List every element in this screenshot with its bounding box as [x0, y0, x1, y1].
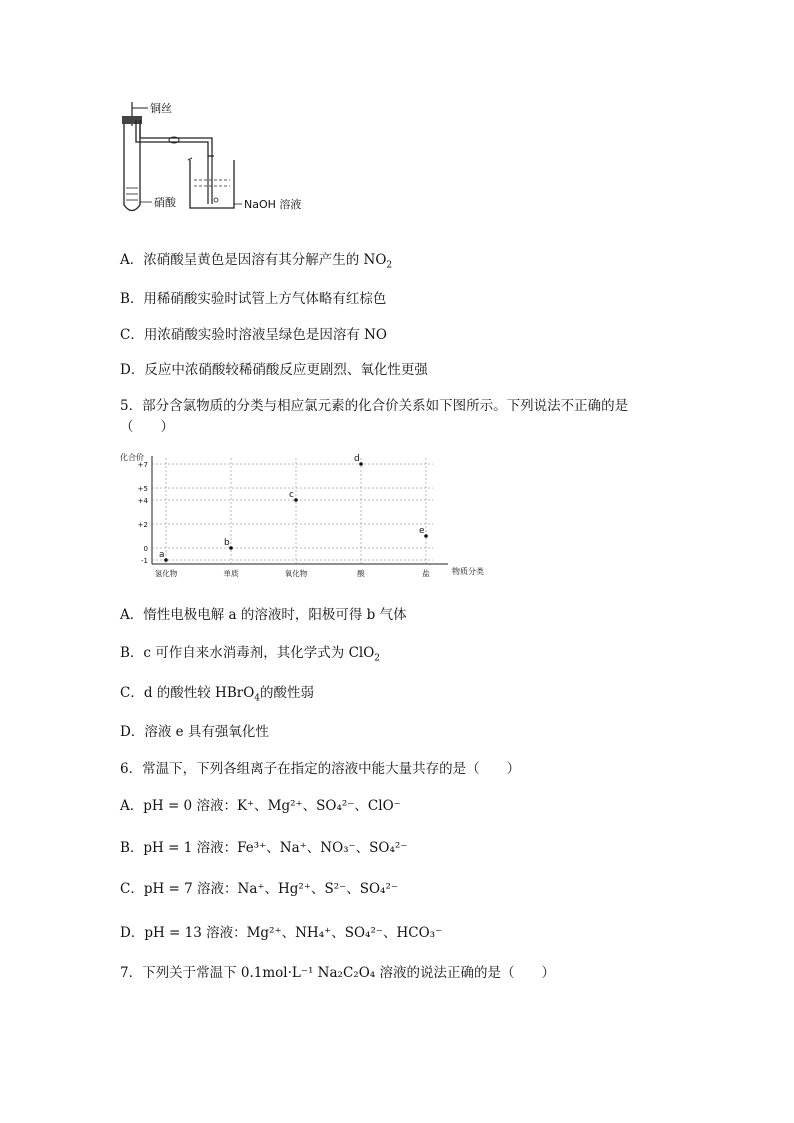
q6-option-c: C．pH = 7 溶液：Na⁺、Hg²⁺、S²⁻、SO₄²⁻: [120, 881, 399, 897]
data-point-a: [164, 558, 168, 562]
x-axis-label: 物质分类: [452, 567, 484, 576]
q6-option-a: A．pH = 0 溶液：K⁺、Mg²⁺、SO₄²⁻、ClO⁻: [120, 798, 401, 814]
point-label-b: b: [224, 538, 230, 548]
q5-option-c: C．d 的酸性较 HBrO$_4$的酸性弱: [120, 685, 315, 704]
y-tick-label: -1: [141, 557, 148, 565]
category-label: 单质: [223, 569, 239, 578]
point-label-c: c: [289, 490, 294, 500]
category-label: 酸: [357, 569, 365, 578]
label-copper-wire: 铜丝: [150, 102, 172, 115]
category-label: 盐: [422, 569, 430, 578]
q5-paren: （ ）: [120, 419, 174, 435]
y-tick-label: +4: [137, 497, 148, 505]
q6-option-d: D．pH = 13 溶液：Mg²⁺、NH₄⁺、SO₄²⁻、HCO₃⁻: [120, 925, 443, 941]
q4-option-d: D．反应中浓硝酸较稀硝酸反应更剧烈、氧化性更强: [120, 362, 428, 378]
point-label-d: d: [354, 454, 360, 464]
data-point-d: [359, 462, 363, 466]
data-point-e: [424, 534, 428, 538]
y-tick-label: +2: [137, 521, 148, 529]
q4-option-a: A．浓硝酸呈黄色是因溶有其分解产生的 $NO_2$: [120, 252, 393, 271]
q4-option-c: C．用浓硝酸实验时溶液呈绿色是因溶有 NO: [120, 327, 388, 343]
point-label-a: a: [159, 550, 165, 560]
label-nitric-acid: 硝酸: [154, 196, 176, 209]
point-label-e: e: [419, 526, 425, 536]
category-label: 氢化物: [154, 569, 178, 578]
data-point-b: [229, 546, 233, 550]
q4-option-b: B．用稀硝酸实验时试管上方气体略有红棕色: [120, 291, 387, 307]
apparatus-figure: [118, 100, 318, 220]
y-tick-label: 0: [143, 545, 148, 553]
chlorine-valence-chart: [118, 452, 498, 580]
y-tick-label: +5: [137, 485, 148, 493]
y-tick-label: +7: [137, 461, 148, 469]
category-label: 氧化物: [284, 569, 308, 578]
q5-option-a: A．惰性电极电解 a 的溶液时，阳极可得 b 气体: [120, 607, 407, 623]
q5-option-d: D．溶液 e 具有强氧化性: [120, 724, 269, 740]
q7-stem: 7．下列关于常温下 0.1mol·L⁻¹ Na₂C₂O₄ 溶液的说法正确的是（ ）: [120, 965, 555, 981]
label-naoh-solution: NaOH 溶液: [244, 198, 302, 211]
q6-option-b: B．pH = 1 溶液：Fe³⁺、Na⁺、NO₃⁻、SO₄²⁻: [120, 840, 408, 856]
y-axis-label: 化合价: [120, 453, 144, 462]
q6-stem: 6．常温下，下列各组离子在指定的溶液中能大量共存的是（ ）: [120, 761, 521, 777]
q5-option-b: B．c 可作自来水消毒剂，其化学式为 ClO$_2$: [120, 645, 381, 664]
q5-stem: 5．部分含氯物质的分类与相应氯元素的化合价关系如下图所示。下列说法不正确的是: [120, 398, 629, 414]
data-point-c: [294, 498, 298, 502]
